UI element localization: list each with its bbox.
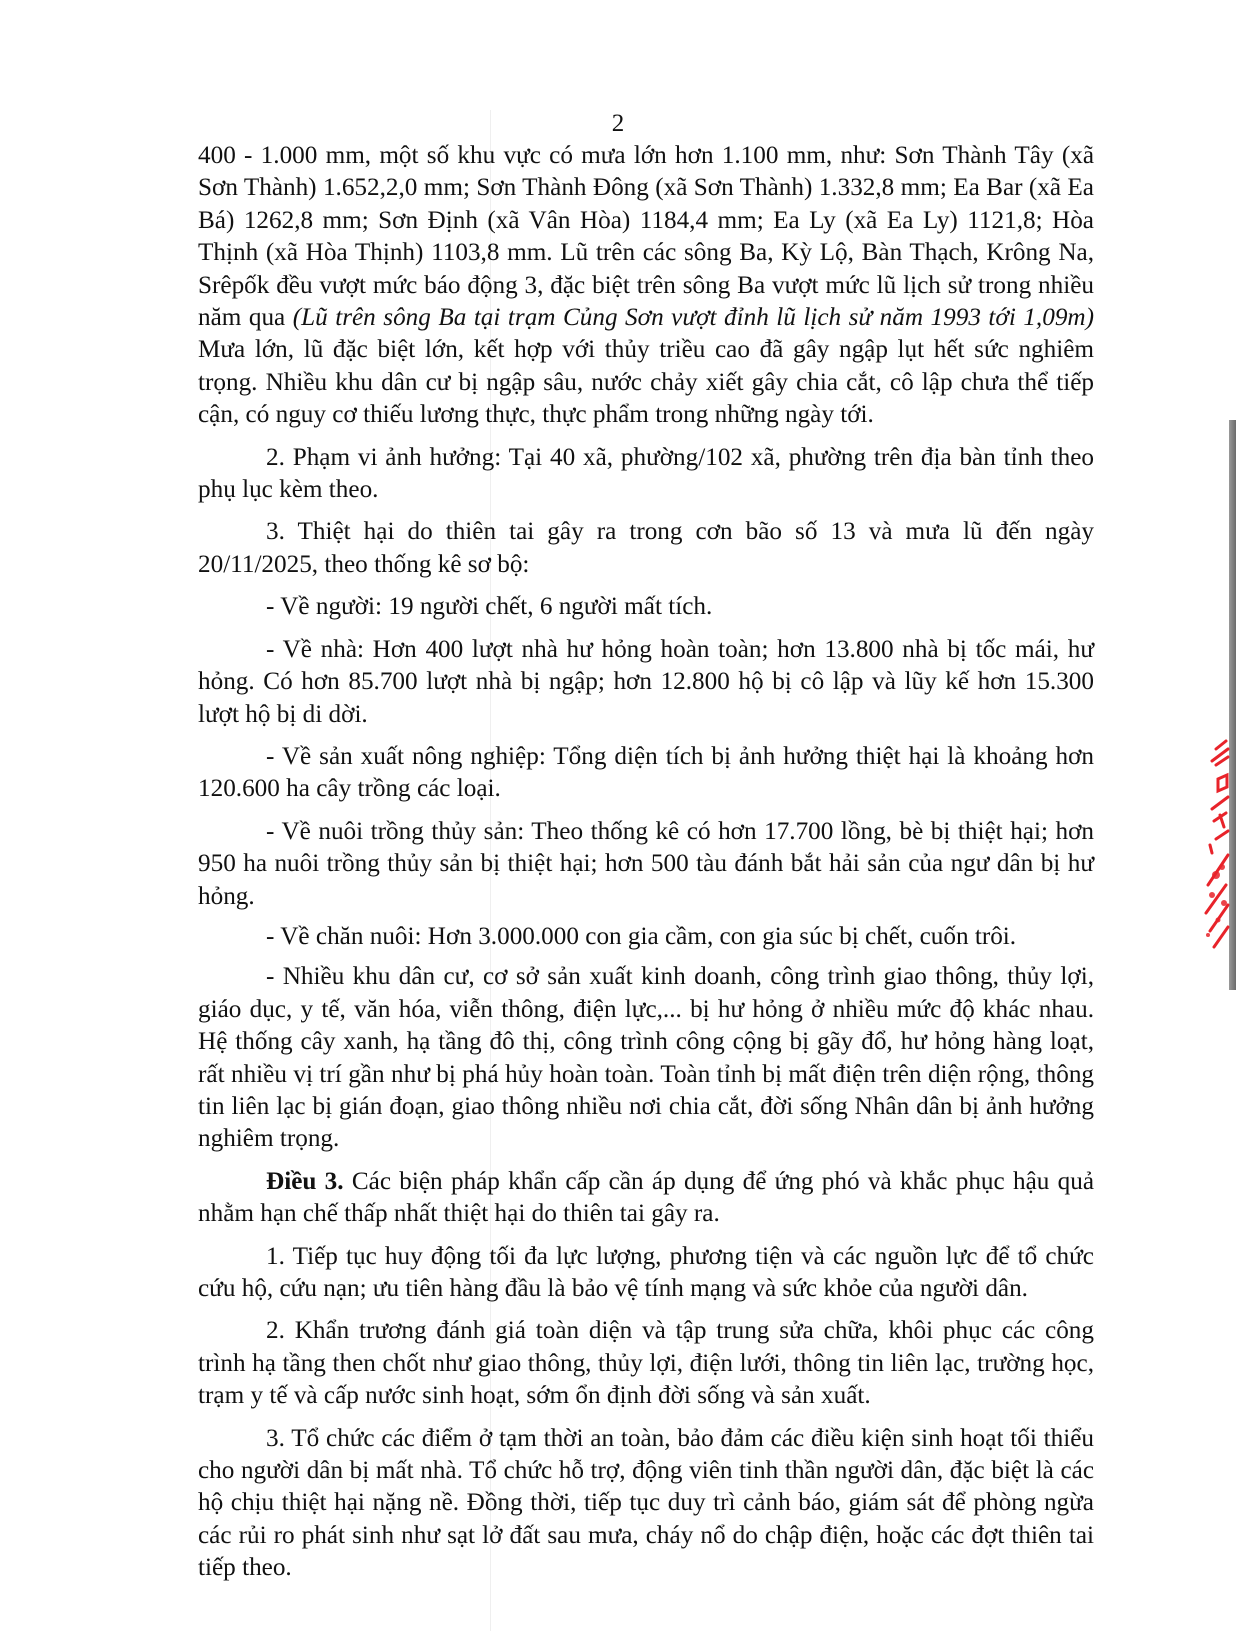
- measure-item-1: 1. Tiếp tục huy động tối đa lực lượng, phương tiện và các nguồn lực để tổ chức cứu hộ, cứu nạn; ưu tiên hàng đầu là bảo vệ tính mạng và sức khỏe của người dân.: [198, 1242, 1094, 1302]
- rainfall-text: 400 - 1.000 mm, một số khu vực có mưa lớn hơn 1.100 mm, như: Sơn Thành Tây (xã Sơn Thành) 1.652,2,0 mm; Sơn Thành Đông (xã Sơn Thành) 1.332,8 mm; Ea Bar (xã Ea Bá) 1262,8 mm; Sơn Định (xã Vân Hòa) 1184,4 mm; Ea Ly (xã Ea Ly) 1121,8; Hòa Thịnh (xã Hòa Thịnh) 1103,8 mm. Lũ trên các sông Ba, Kỳ Lộ, Bàn Thạch, Krông Na, Srêpốk đều vượt mức báo động 3, đặc biệt trên sông Ba vượt mức lũ lịch sử trong nhiều năm qua: [198, 142, 1094, 332]
- rainfall-flood-paragraph: [198, 140, 1094, 432]
- flood-impact-text: Mưa lớn, lũ đặc biệt lớn, kết hợp với thủy triều cao đã gây ngập lụt hết sức nghiêm trọng. Nhiều khu dân cư bị ngập sâu, nước chảy xiết gây chia cắt, cô lập chưa thể tiếp cận, có nguy cơ thiếu lương thực, thực phẩm trong những ngày tới.: [198, 336, 1094, 429]
- damage-item-people: - Về người: 19 người chết, 6 người mất tích.: [266, 593, 713, 621]
- scope-paragraph: 2. Phạm vi ảnh hưởng: Tại 40 xã, phường/102 xã, phường trên địa bàn tỉnh theo phụ lục kèm theo.: [198, 443, 1094, 504]
- flood-record-note: (Lũ trên sông Ba tại trạm Củng Sơn vượt đỉnh lũ lịch sử năm 1993 tới 1,09m): [292, 304, 1094, 332]
- measure-item-2: 2. Khẩn trương đánh giá toàn diện và tập trung sửa chữa, khôi phục các công trình hạ tầng then chốt như giao thông, thủy lợi, điện lưới, thông tin liên lạc, trường học, trạm y tế và cấp nước sinh hoạt, sớm ổn định đời sống và sản xuất.: [198, 1317, 1094, 1410]
- damage-item-livestock: - Về chăn nuôi: Hơn 3.000.000 con gia cầm, con gia súc bị chết, cuốn trôi.: [266, 922, 1017, 950]
- article-3-paragraph: [198, 1166, 1094, 1231]
- damage-intro-paragraph: 3. Thiệt hại do thiên tai gây ra trong cơn bão số 13 và mưa lũ đến ngày 20/11/2025, theo thống kê sơ bộ:: [198, 518, 1094, 578]
- damage-item-houses: - Về nhà: Hơn 400 lượt nhà hư hỏng hoàn toàn; hơn 13.800 nhà bị tốc mái, hư hỏng. Có hơn 85.700 lượt nhà bị ngập; hơn 12.800 hộ bị cô lập và lũy kế hơn 15.300 lượt hộ bị di dời.: [198, 635, 1094, 728]
- article-3-heading: Điều 3.: [266, 1167, 344, 1195]
- article-3-text: Các biện pháp khẩn cấp cần áp dụng để ứng phó và khắc phục hậu quả nhằm hạn chế thấp nhất thiệt hại do thiên tai gây ra.: [198, 1167, 1095, 1228]
- red-stamp-fragment-icon: [1198, 735, 1232, 955]
- measure-item-3: 3. Tổ chức các điểm ở tạm thời an toàn, bảo đảm các điều kiện sinh hoạt tối thiểu cho người dân bị mất nhà. Tổ chức hỗ trợ, động viên tinh thần người dân, đặc biệt là các hộ chịu thiệt hại nặng nề. Đồng thời, tiếp tục duy trì cảnh báo, giám sát để phòng ngừa các rủi ro phát sinh như sạt lở đất sau mưa, cháy nổ do chập điện, hoặc các đợt thiên tai tiếp theo.: [198, 1424, 1094, 1582]
- page-number: 2: [611, 110, 625, 137]
- damage-item-infrastructure: - Nhiều khu dân cư, cơ sở sản xuất kinh doanh, công trình giao thông, thủy lợi, giáo dục, y tế, văn hóa, viễn thông, điện lực,... bị hư hỏng ở nhiều mức độ khác nhau. Hệ thống cây xanh, hạ tầng đô thị, công trình công cộng bị gãy đổ, hư hỏng hàng loạt, rất nhiều vị trí gần như bị phá hủy hoàn toàn. Toàn tỉnh bị mất điện trên diện rộng, thông tin liên lạc bị gián đoạn, giao thông nhiều nơi chia cắt, đời sống Nhân dân bị ảnh hưởng nghiêm trọng.: [198, 963, 1094, 1153]
- damage-item-aquaculture: - Về nuôi trồng thủy sản: Theo thống kê có hơn 17.700 lồng, bè bị thiệt hại; hơn 950 ha nuôi trồng thủy sản bị thiệt hại; hơn 500 tàu đánh bắt hải sản của ngư dân bị hư hỏng.: [198, 817, 1094, 910]
- document-body: [198, 140, 1094, 1585]
- damage-item-agriculture: - Về sản xuất nông nghiệp: Tổng diện tích bị ảnh hưởng thiệt hại là khoảng hơn 120.600 ha cây trồng các loại.: [198, 742, 1094, 803]
